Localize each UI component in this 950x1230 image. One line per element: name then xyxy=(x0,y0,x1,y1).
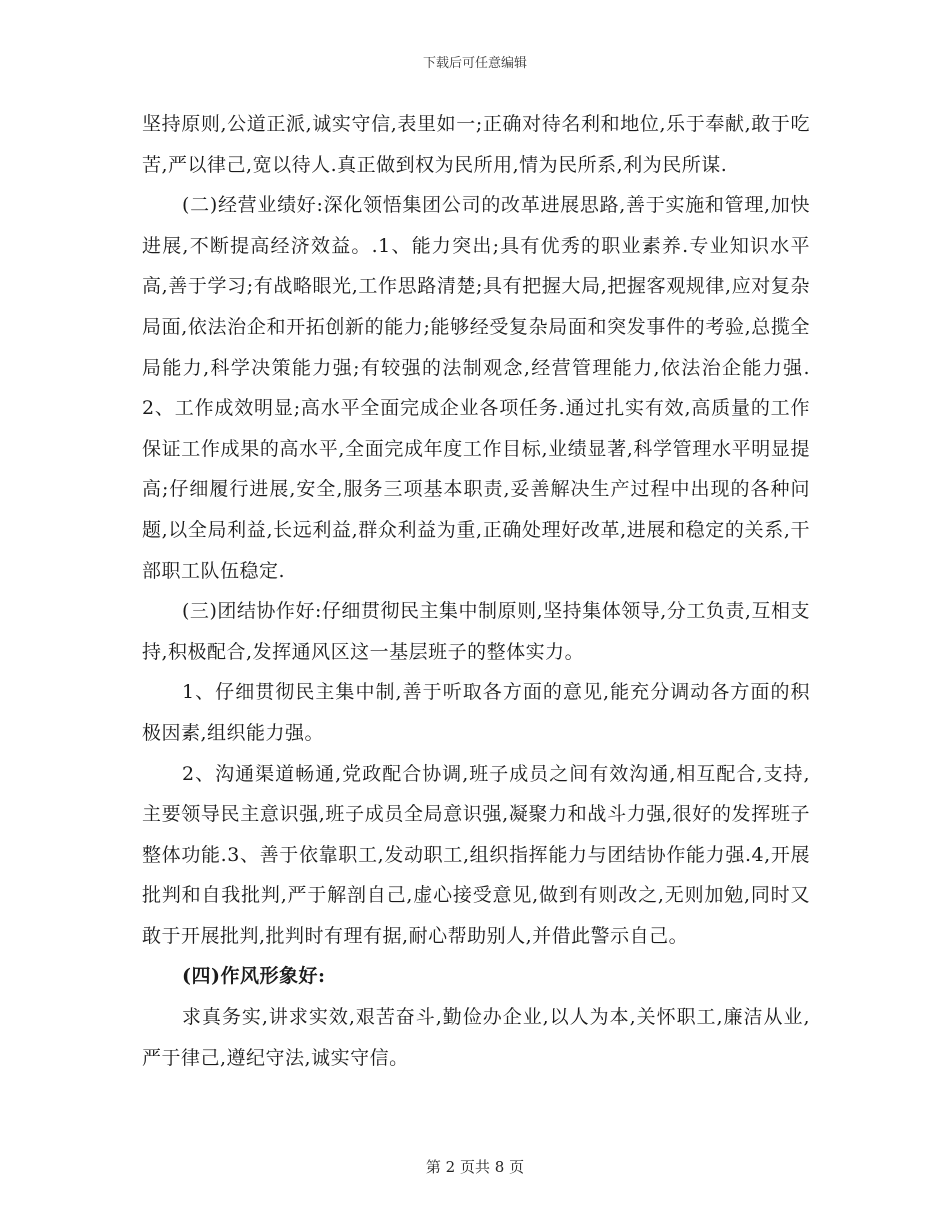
paragraph-intro: 坚持原则,公道正派,诚实守信,表里如一;正确对待名利和地位,乐于奉献,敢于吃苦,严以律己,宽以待人.真正做到权为民所用,情为民所系,利为民所谋. xyxy=(142,113,810,176)
page-header: 下载后可任意编辑 xyxy=(422,56,527,71)
paragraph-teamwork-point-1: 1、仔细贯彻民主集中制,善于听取各方面的意见,能充分调动各方面的积极因素,组织能力强。 xyxy=(142,681,810,744)
document-body xyxy=(142,104,810,1078)
paragraph-teamwork-point-2: 2、沟通渠道畅通,党政配合协调,班子成员之间有效沟通,相互配合,支持,主要领导民主意识强,班子成员全局意识强,凝聚力和战斗力强,很好的发挥班子整体功能.3、善于依靠职工,发动职工,组织指挥能力与团结协作能力强.4,开展批判和自我批判,严于解剖自己,虚心接受意见,做到有则改之,无则加勉,同时又敢于开展批判,批判时有理有据,耐心帮助别人,并借此警示自己。 xyxy=(142,762,810,947)
paragraph-teamwork: (三)团结协作好:仔细贯彻民主集中制原则,坚持集体领导,分工负责,互相支持,积极配合,发挥通风区这一基层班子的整体实力。 xyxy=(142,600,810,663)
paragraph-conduct: 求真务实,讲求实效,艰苦奋斗,勤俭办企业,以人为本,关怀职工,廉洁从业,严于律己,遵纪守法,诚实守信。 xyxy=(142,1006,810,1069)
section-heading-conduct: (四)作风形象好: xyxy=(182,965,326,988)
paragraph-business-performance: (二)经营业绩好:深化领悟集团公司的改革进展思路,善于实施和管理,加快进展,不断提高经济效益。.1、能力突出;具有优秀的职业素养.专业知识水平高,善于学习;有战略眼光,工作思路清楚;具有把握大局,把握客观规律,应对复杂局面,依法治企和开拓创新的能力;能够经受复杂局面和突发事件的考验,总揽全局能力,科学决策能力强;有较强的法制观念,经营管理能力,依法治企能力强.2、工作成效明显;高水平全面完成企业各项任务.通过扎实有效,高质量的工作保证工作成果的高水平,全面完成年度工作目标,业绩显著,科学管理水平明显提高;仔细履行进展,安全,服务三项基本职责,妥善解决生产过程中出现的各种问题,以全局利益,长远利益,群众利益为重,正确处理好改革,进展和稳定的关系,干部职工队伍稳定. xyxy=(142,194,810,582)
page-footer: 第 2 页共 8 页 xyxy=(425,1158,525,1176)
